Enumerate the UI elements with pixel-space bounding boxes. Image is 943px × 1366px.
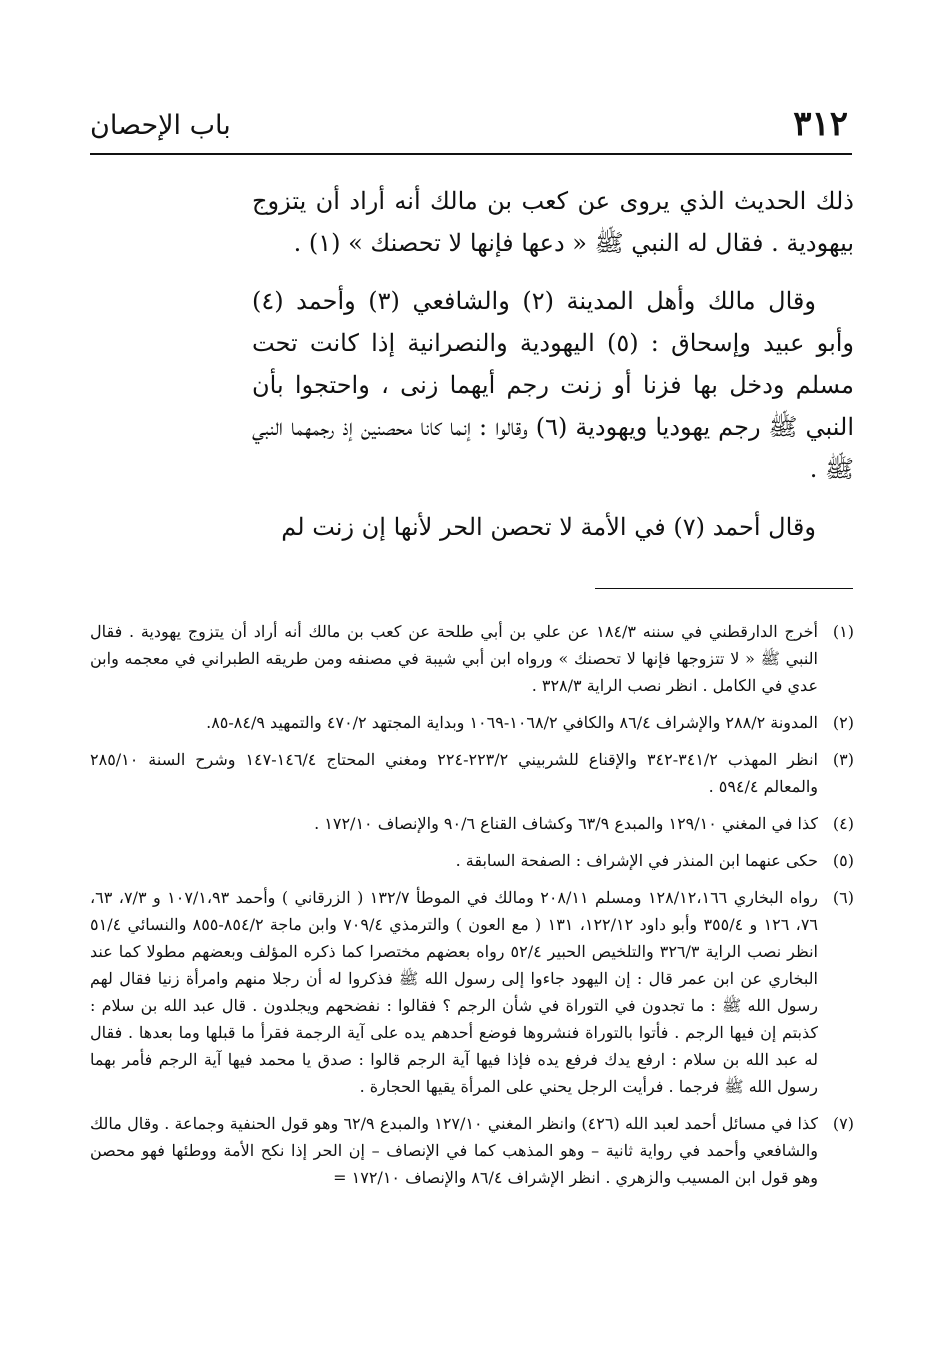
footnote-number: (٧) bbox=[832, 1114, 854, 1133]
header-rule bbox=[90, 153, 852, 155]
footnote-separator bbox=[595, 588, 853, 589]
footnote bbox=[90, 618, 854, 699]
footnote-text: المدونة ٢٨٨/٢ والإشراف ٨٦/٤ والكافي ١٠٦٨/٢-١٠٦٩ وبداية المجتهد ٤٧٠/٢ والتمهيد ٨٤/٩-٨٥. bbox=[206, 713, 818, 732]
footnote-number: (١) bbox=[832, 622, 854, 641]
main-paragraph: وقال أحمد (٧) في الأمة لا تحصن الحر لأنها إن زنت لم bbox=[281, 513, 816, 541]
page-number: ٣١٢ bbox=[793, 104, 848, 144]
footnote-text: أخرج الدارقطني في سننه ١٨٤/٣ عن علي بن أبي طلحة عن كعب بن مالك أنه أراد أن يتزوج يهودية . فقال النبي ﷺ « لا تتزوجها فإنها لا تحصنك » ورواه ابن أبي شيبة في مصنفه ومن طريقه الطبراني في معجمه وابن عدي في الكامل . انظر نصب الراية ٣٢٨/٣ . bbox=[90, 622, 819, 695]
page-header bbox=[90, 100, 848, 150]
footnote bbox=[90, 810, 854, 837]
footnote-text: كذا في مسائل أحمد لعبد الله (٤٢٦) وانظر المغني ١٢٧/١٠ والمبدع ٦٢/٩ وهو قول الحنفية وجماعة . وقال مالك والشافعي وأحمد في رواية ثانية – وهو المذهب كما في الإنصاف – إن الحر إذا نكح الأمة ووطئها فهو محصن وهو قول ابن المسيب والزهري . انظر الإشراف ٨٦/٤ والإنصاف ١٧٢/١٠ = bbox=[90, 1114, 819, 1187]
footnotes bbox=[90, 618, 854, 1201]
footnote-number: (٥) bbox=[832, 851, 854, 870]
footnote bbox=[90, 709, 854, 736]
footnote-text: رواه البخاري ١٢٨/١٢،١٦٦ ومسلم ٢٠٨/١١ ومالك في الموطأ ١٣٢/٧ ( الزرقاني ) وأحمد ١٠٧/١،٩٣ و ٧/٣، ٦٣، ٧٦، ١٢٦ و ٣٥٥/٤ وأبو داود ١٢٢/١٢، ١٣١ ( مع العون ) والترمذي ٧٠٩/٤ وابن ماجة ٨٥٤/٢-٨٥٥ والنسائي ٥١/٤ انظر نصب الراية ٣٢٦/٣ والتلخيص الحبير ٥٢/٤ رواه بعضهم مختصرا كما ذكره المؤلف وبعضهم مطولا كما عند البخاري عن ابن عمر قال : إن اليهود جاءوا إلى رسول الله ﷺ فذكروا له أن رجلا منهم وامرأة زنيا فقال لهم رسول الله ﷺ : ما تجدون في التوراة في شأن الرجم ؟ فقالوا : نفضحهم ويجلدون . قال عبد الله بن سلام : كذبتم إن فيها الرجم . فأتوا بالتوراة فنشروها فوضع أحدهم يده على آية الرجمة فقرأ ما قبلها وما بعدها . فقال له عبد الله بن سلام : ارفع يدك فرفع يده فإذا فيها آية الرجم قالوا : صدق يا محمد فيها آية الرجم فأمر بهما رسول الله ﷺ فرجما . فرأيت الرجل يحني على المرأة يقيها الحجارة . bbox=[90, 888, 819, 1096]
footnote-number: (٣) bbox=[832, 750, 854, 769]
footnote bbox=[90, 746, 854, 800]
main-paragraph: وقال مالك وأهل المدينة (٢) والشافعي (٣) وأحمد (٤) وأبو عبيد وإسحاق : (٥) اليهودية والنصرانية إذا كانت تحت مسلم ودخل بها فزنا أو زنت رجم أيهما زنى ، واحتجوا بأن النبي ﷺ رجم يهوديا ويهودية (٦) وقالوا : إنما كانا محصنين إذ رجمهما النبي ﷺ . bbox=[252, 287, 855, 483]
footnote bbox=[90, 847, 854, 874]
footnote-number: (٤) bbox=[832, 814, 854, 833]
main-text bbox=[252, 180, 854, 564]
footnote-text: حكى عنهما ابن المنذر في الإشراف : الصفحة السابقة . bbox=[455, 851, 818, 870]
footnote-number: (٦) bbox=[832, 888, 854, 907]
chapter-title: باب الإحصان bbox=[90, 110, 231, 141]
footnote-number: (٢) bbox=[832, 713, 854, 732]
main-paragraph: ذلك الحديث الذي يروى عن كعب بن مالك أنه أراد أن يتزوج بيهودية . فقال له النبي ﷺ « دعها فإنها لا تحصنك » (١) . bbox=[252, 187, 854, 257]
footnote-text: كذا في المغني ١٢٩/١٠ والمبدع ٦٣/٩ وكشاف القناع ٩٠/٦ والإنصاف ١٧٢/١٠ . bbox=[314, 814, 818, 833]
footnote-text: انظر المهذب ٣٤١/٢-٣٤٢ والإقناع للشربيني ٢٢٣/٢-٢٢٤ ومغني المحتاج ١٤٦/٤-١٤٧ وشرح السنة ٢٨٥/١٠ والمعالم ٥٩٤/٤ . bbox=[90, 750, 819, 796]
footnote bbox=[90, 1110, 854, 1191]
footnote bbox=[90, 884, 854, 1100]
